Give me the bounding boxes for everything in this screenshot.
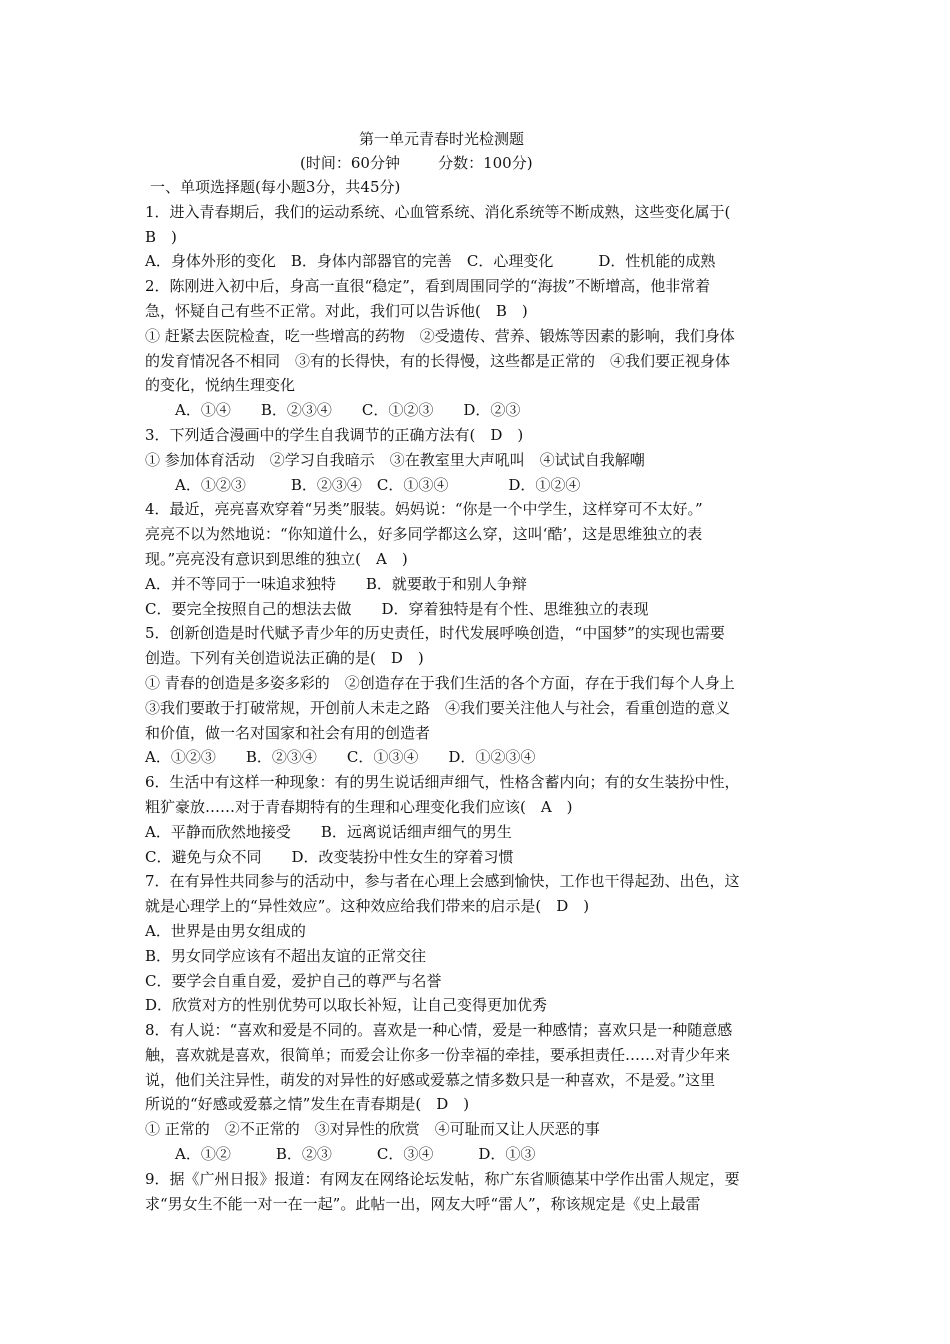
document-page <box>145 127 808 1216</box>
options-line: C．要学会自重自爱，爱护自己的尊严与名誉 <box>145 971 442 990</box>
question-line: 9．据《广州日报》报道：有网友在网络论坛发帖，称广东省顺德某中学作出雷人规定，要 <box>145 1169 740 1188</box>
statements-line: 的变化，悦纳生理变化 <box>145 376 296 395</box>
question-line: 就是心理学上的“异性效应”。这种效应给我们带来的启示是( D ) <box>145 897 590 916</box>
question-line: 现。”亮亮没有意识到思维的独立( A ) <box>145 549 408 568</box>
options-line: B．男女同学应该有不超出友谊的正常交往 <box>145 946 427 965</box>
document-title: 第一单元青春时光检测题 <box>358 130 524 148</box>
options-line: A．并不等同于一味追求独特 B．就要敢于和别人争辩 <box>145 574 527 593</box>
options-line: A．①②③ B．②③④ C．①③④ D．①②③④ <box>145 748 536 767</box>
question-line: 2．陈刚进入初中后，身高一直很“稳定”，看到周围同学的“海拔”不断增高，他非常着 <box>145 277 711 296</box>
question-line: 所说的“好感或爱慕之情”发生在青春期是( D ) <box>145 1095 470 1114</box>
options-line: A．①④ B．②③④ C．①②③ D．②③ <box>175 401 521 420</box>
options-line: A．身体外形的变化 B．身体内部器官的完善 C．心理变化 D．性机能的成熟 <box>145 252 716 271</box>
question-line: 粗犷豪放……对于青春期特有的生理和心理变化我们应该( A ) <box>145 797 573 816</box>
question-line: 7．在有异性共同参与的活动中，参与者在心理上会感到愉快，工作也干得起劲、出色，这 <box>145 872 740 891</box>
question-line: 8．有人说：“喜欢和爱是不同的。喜欢是一种心情，爱是一种感情；喜欢只是一种随意感 <box>145 1021 733 1040</box>
statements-line: ① 参加体育活动 ②学习自我暗示 ③在教室里大声吼叫 ④试试自我解嘲 <box>145 450 645 469</box>
statements-line: ① 赶紧去医院检查，吃一些增高的药物 ②受遗传、营养、锻炼等因素的影响，我们身体 <box>145 326 735 345</box>
statements-line: 和价值，做一名对国家和社会有用的创造者 <box>145 723 431 742</box>
question-line: 1．进入青春期后，我们的运动系统、心血管系统、消化系统等不断成熟，这些变化属于( <box>145 202 731 221</box>
question-line: 创造。下列有关创造说法正确的是( D ) <box>145 649 424 668</box>
options-line: C．要完全按照自己的想法去做 D．穿着独特是有个性、思维独立的表现 <box>145 599 649 618</box>
section-heading: 一、单项选择题(每小题3分，共45分) <box>150 178 401 196</box>
question-line: 说，他们关注异性，萌发的对异性的好感或爱慕之情多数只是一种喜欢，不是爱。”这里 <box>145 1070 716 1089</box>
question-line: 4．最近，亮亮喜欢穿着“另类”服装。妈妈说：“你是一个中学生，这样穿可不太好。” <box>145 500 703 519</box>
options-line: A．①② B．②③ C．③④ D．①③ <box>175 1145 536 1164</box>
document-subtitle: (时间：60分钟 分数：100分) <box>300 154 533 172</box>
statements-line: ③我们要敢于打破常规，开创前人未走之路 ④我们要关注他人与社会，看重创造的意义 <box>145 698 731 717</box>
answer-line: B ) <box>145 227 177 246</box>
question-line: 触，喜欢就是喜欢，很简单；而爱会让你多一份幸福的牵挂，要承担责任……对青少年来 <box>145 1045 731 1064</box>
question-line: 3．下列适合漫画中的学生自我调节的正确方法有( D ) <box>145 425 524 444</box>
options-line: A．平静而欣然地接受 B．远离说话细声细气的男生 <box>145 822 512 841</box>
options-line: A．世界是由男女组成的 <box>145 921 306 940</box>
options-line: A．①②③ B．②③④ C．①③④ D．①②④ <box>175 475 581 494</box>
statements-line: ① 青春的创造是多姿多彩的 ②创造存在于我们生活的各个方面，存在于我们每个人身上 <box>145 673 735 692</box>
question-line: 求“男女生不能一对一在一起”。此帖一出，网友大呼“雷人”，称该规定是《史上最雷 <box>145 1194 701 1213</box>
question-line: 亮亮不以为然地说：“你知道什么，好多同学都这么穿，这叫‘酷’，这是思维独立的表 <box>145 525 703 544</box>
options-line: C．避免与众不同 D．改变装扮中性女生的穿着习惯 <box>145 847 514 866</box>
question-line: 6．生活中有这样一种现象：有的男生说话细声细气，性格含蓄内向；有的女生装扮中性， <box>145 773 740 792</box>
options-line: D．欣赏对方的性别优势可以取长补短，让自己变得更加优秀 <box>145 996 548 1015</box>
question-line: 急，怀疑自己有些不正常。对此，我们可以告诉他( B ) <box>145 301 528 320</box>
statements-line: 的发育情况各不相同 ③有的长得快，有的长得慢，这些都是正常的 ④我们要正视身体 <box>145 351 731 370</box>
statements-line: ① 正常的 ②不正常的 ③对异性的欣赏 ④可耻而又让人厌恶的事 <box>145 1120 600 1139</box>
question-line: 5．创新创造是时代赋予青少年的历史责任，时代发展呼唤创造，“中国梦”的实现也需要 <box>145 624 725 643</box>
